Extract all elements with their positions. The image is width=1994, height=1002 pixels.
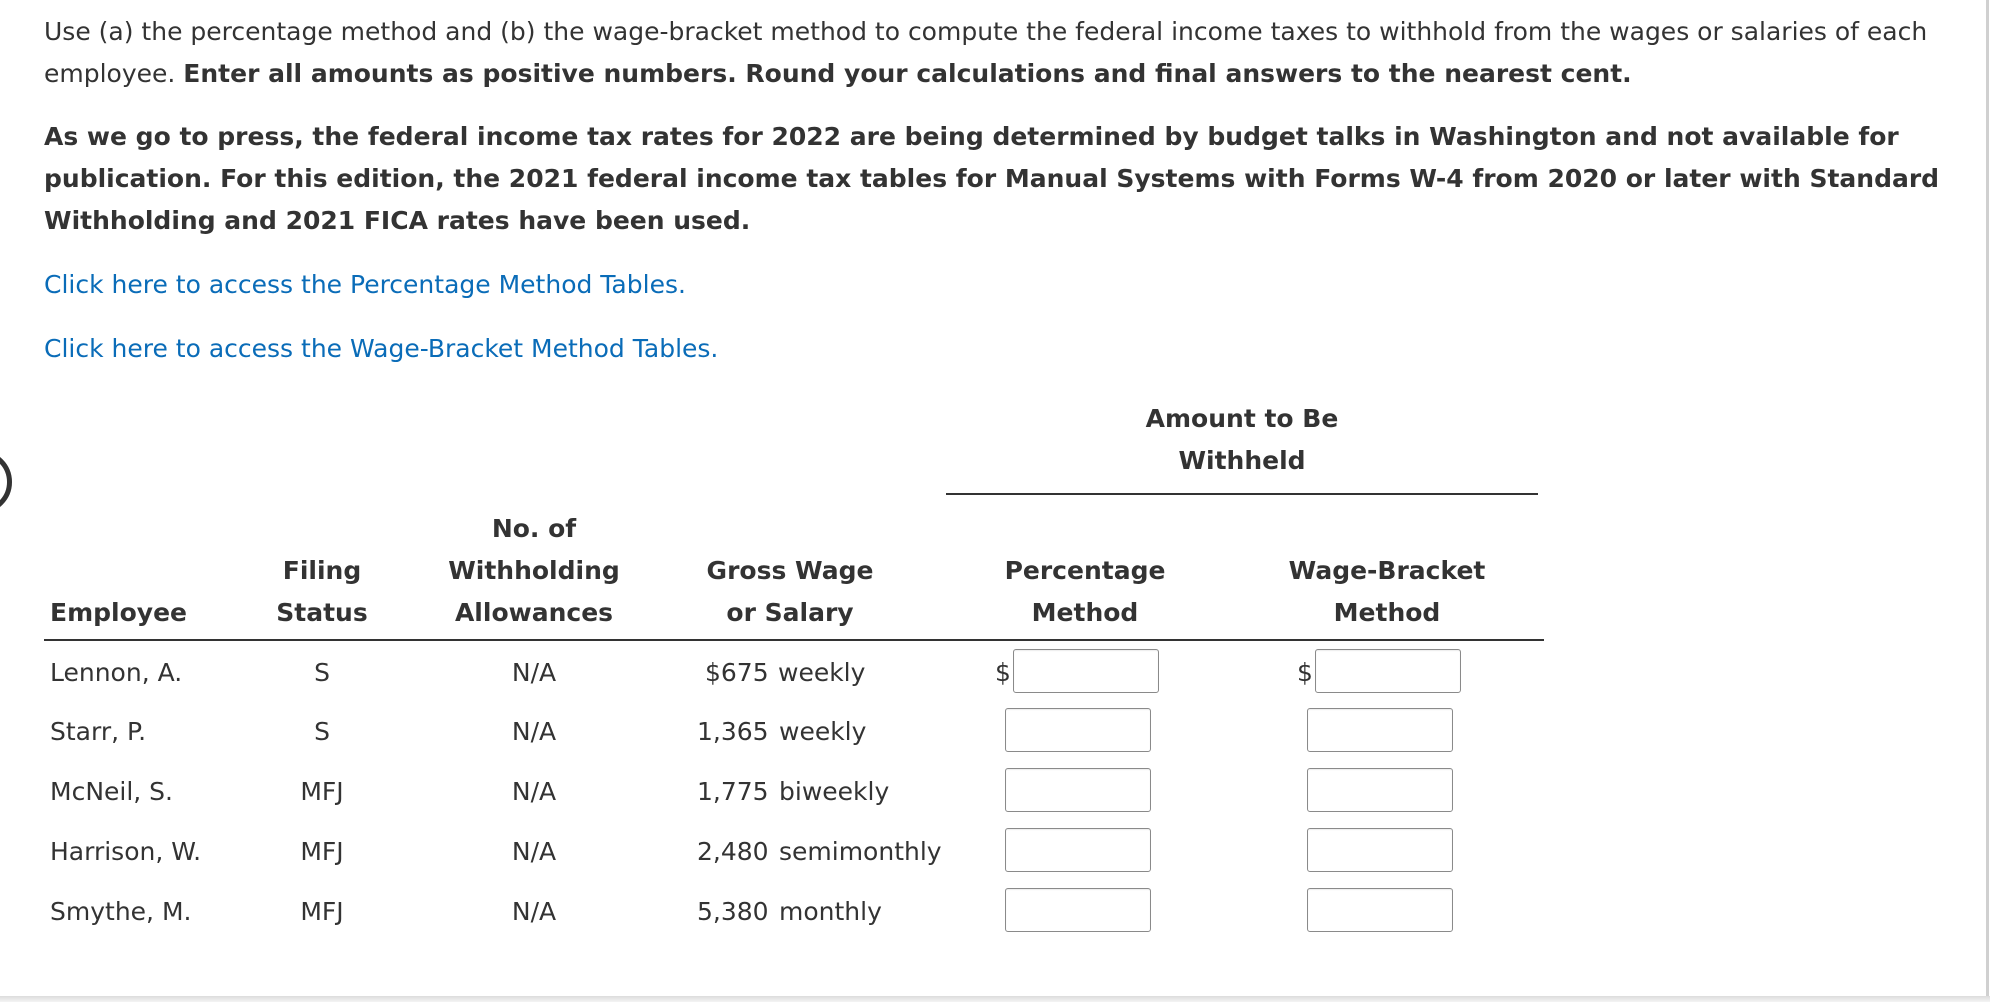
percentage-method-input[interactable] xyxy=(1005,708,1151,752)
wage-bracket-method-input[interactable] xyxy=(1307,828,1453,872)
wage-bracket-method-input[interactable] xyxy=(1307,768,1453,812)
panel-bottom-edge xyxy=(0,996,1990,1002)
circle-marker-icon xyxy=(0,450,12,514)
filing-status: S xyxy=(314,658,330,687)
filing-status: S xyxy=(314,717,330,746)
pay-period: monthly xyxy=(779,897,882,926)
pay-period: weekly xyxy=(779,717,867,746)
group-header-line1: Amount to Be xyxy=(1145,404,1339,433)
header-bottom-rule xyxy=(44,639,1544,641)
gross-amount: $675 xyxy=(705,658,769,687)
dollar-sign: $ xyxy=(995,658,1011,687)
col-header-employee: Employee xyxy=(50,598,187,627)
col-header-allowances-line3: Allowances xyxy=(454,598,614,627)
dollar-sign: $ xyxy=(1297,658,1313,687)
allowances: N/A xyxy=(511,897,557,926)
intro-bold-text: Enter all amounts as positive numbers. Round your calculations and final answers to the nearest cent. xyxy=(183,59,1632,88)
gross-amount: 1,365 xyxy=(697,717,769,746)
filing-status: MFJ xyxy=(300,897,344,926)
gross-amount: 1,775 xyxy=(697,777,769,806)
col-header-filing-line2: Status xyxy=(276,598,368,627)
percentage-tables-link[interactable]: Click here to access the Percentage Method Tables. xyxy=(44,270,686,299)
col-header-gross-line1: Gross Wage xyxy=(706,556,874,585)
col-header-allowances-line2: Withholding xyxy=(448,556,620,585)
question-body xyxy=(44,0,1944,370)
col-header-filing-status xyxy=(252,550,392,634)
filing-status: MFJ xyxy=(300,777,344,806)
col-header-percentage-method xyxy=(975,550,1195,634)
filing-status: MFJ xyxy=(300,837,344,866)
percentage-method-input[interactable] xyxy=(1013,649,1159,693)
allowances: N/A xyxy=(511,658,557,687)
allowances: N/A xyxy=(511,777,557,806)
instructions-intro xyxy=(44,11,1944,95)
percentage-method-input[interactable] xyxy=(1005,828,1151,872)
group-header-amount xyxy=(1082,398,1402,482)
pay-period: semimonthly xyxy=(779,837,942,866)
employee-name: Harrison, W. xyxy=(50,837,202,866)
col-header-filing-line1: Filing xyxy=(282,556,362,585)
employee-name: McNeil, S. xyxy=(50,777,173,806)
col-header-gross-wage xyxy=(680,550,900,634)
col-header-wage-bracket-method xyxy=(1267,550,1507,634)
allowances: N/A xyxy=(511,717,557,746)
wage-bracket-method-input[interactable] xyxy=(1315,649,1461,693)
col-header-gross-line2: or Salary xyxy=(726,598,854,627)
col-header-percentage-line1: Percentage xyxy=(1004,556,1166,585)
employee-name: Smythe, M. xyxy=(50,897,192,926)
employee-name: Lennon, A. xyxy=(50,658,183,687)
group-header-line2: Withheld xyxy=(1178,446,1306,475)
wage-bracket-method-input[interactable] xyxy=(1307,888,1453,932)
group-header-rule xyxy=(946,493,1538,495)
wage-bracket-method-input[interactable] xyxy=(1307,708,1453,752)
tax-rate-note: As we go to press, the federal income tax rates for 2022 are being determined by budget talks in Washington and not available for publication. For this edition, the 2021 federal income tax tables for Manual Systems with Forms W-4 from 2020 or later with Standard Withholding and 2021 FICA rates have been used. xyxy=(44,122,1940,235)
percentage-method-input[interactable] xyxy=(1005,888,1151,932)
col-header-allowances-line1: No. of xyxy=(491,514,577,543)
pay-period: weekly xyxy=(778,658,866,687)
gross-amount: 5,380 xyxy=(697,897,769,926)
gross-amount: 2,480 xyxy=(697,837,769,866)
intro-text: Use (a) the percentage method and (b) the wage-bracket method to compute the federal income taxes to withhold from the wages or salaries of each employee. xyxy=(44,17,1928,88)
pay-period: biweekly xyxy=(779,777,890,806)
col-header-percentage-line2: Method xyxy=(1031,598,1139,627)
col-header-allowances xyxy=(424,508,644,634)
panel-right-border xyxy=(1986,0,1989,1002)
allowances: N/A xyxy=(511,837,557,866)
wage-bracket-tables-link[interactable]: Click here to access the Wage-Bracket Method Tables. xyxy=(44,334,719,363)
percentage-method-input[interactable] xyxy=(1005,768,1151,812)
col-header-wb-line2: Method xyxy=(1333,598,1441,627)
employee-name: Starr, P. xyxy=(50,717,147,746)
col-header-wb-line1: Wage-Bracket xyxy=(1288,556,1486,585)
